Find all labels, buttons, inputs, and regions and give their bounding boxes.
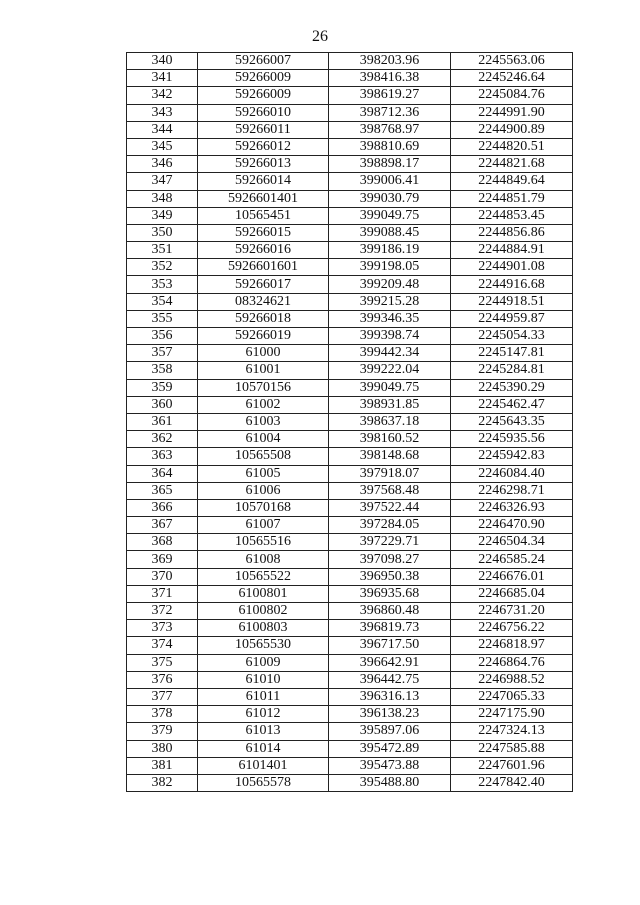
row-number-cell: 369 [127, 551, 198, 568]
point-id-cell: 59266018 [198, 310, 329, 327]
point-id-cell: 61011 [198, 688, 329, 705]
table-row [127, 276, 573, 293]
x-coordinate-cell: 396642.91 [329, 654, 451, 671]
y-coordinate-cell: 2244851.79 [451, 190, 573, 207]
row-number-cell: 347 [127, 173, 198, 190]
table-row [127, 517, 573, 534]
y-coordinate-cell: 2245246.64 [451, 70, 573, 87]
x-coordinate-cell: 399049.75 [329, 207, 451, 224]
x-coordinate-cell: 398203.96 [329, 53, 451, 70]
x-coordinate-cell: 398712.36 [329, 104, 451, 121]
point-id-cell: 59266019 [198, 328, 329, 345]
row-number-cell: 370 [127, 568, 198, 585]
y-coordinate-cell: 2247585.88 [451, 740, 573, 757]
point-id-cell: 6100803 [198, 620, 329, 637]
y-coordinate-cell: 2244900.89 [451, 121, 573, 138]
table-row [127, 654, 573, 671]
x-coordinate-cell: 399215.28 [329, 293, 451, 310]
table-row [127, 757, 573, 774]
y-coordinate-cell: 2245935.56 [451, 431, 573, 448]
x-coordinate-cell: 398148.68 [329, 448, 451, 465]
y-coordinate-cell: 2247842.40 [451, 774, 573, 791]
row-number-cell: 350 [127, 224, 198, 241]
row-number-cell: 342 [127, 87, 198, 104]
point-id-cell: 61013 [198, 723, 329, 740]
x-coordinate-cell: 397284.05 [329, 517, 451, 534]
x-coordinate-cell: 399049.75 [329, 379, 451, 396]
table-row [127, 534, 573, 551]
row-number-cell: 376 [127, 671, 198, 688]
y-coordinate-cell: 2246470.90 [451, 517, 573, 534]
point-id-cell: 59266007 [198, 53, 329, 70]
y-coordinate-cell: 2244918.51 [451, 293, 573, 310]
point-id-cell: 61003 [198, 413, 329, 430]
y-coordinate-cell: 2246818.97 [451, 637, 573, 654]
x-coordinate-cell: 399186.19 [329, 242, 451, 259]
x-coordinate-cell: 396442.75 [329, 671, 451, 688]
row-number-cell: 367 [127, 517, 198, 534]
point-id-cell: 61009 [198, 654, 329, 671]
point-id-cell: 59266009 [198, 87, 329, 104]
point-id-cell: 10570156 [198, 379, 329, 396]
x-coordinate-cell: 396950.38 [329, 568, 451, 585]
y-coordinate-cell: 2244849.64 [451, 173, 573, 190]
point-id-cell: 61001 [198, 362, 329, 379]
y-coordinate-cell: 2245054.33 [451, 328, 573, 345]
y-coordinate-cell: 2244884.91 [451, 242, 573, 259]
row-number-cell: 351 [127, 242, 198, 259]
point-id-cell: 59266010 [198, 104, 329, 121]
table-row [127, 551, 573, 568]
x-coordinate-cell: 398416.38 [329, 70, 451, 87]
y-coordinate-cell: 2246756.22 [451, 620, 573, 637]
point-id-cell: 59266014 [198, 173, 329, 190]
table-row [127, 396, 573, 413]
point-id-cell: 10570168 [198, 499, 329, 516]
point-id-cell: 59266017 [198, 276, 329, 293]
y-coordinate-cell: 2244853.45 [451, 207, 573, 224]
y-coordinate-cell: 2244959.87 [451, 310, 573, 327]
table-row [127, 345, 573, 362]
x-coordinate-cell: 395472.89 [329, 740, 451, 757]
table-row [127, 121, 573, 138]
point-id-cell: 61007 [198, 517, 329, 534]
row-number-cell: 371 [127, 585, 198, 602]
table-row [127, 671, 573, 688]
row-number-cell: 363 [127, 448, 198, 465]
x-coordinate-cell: 396819.73 [329, 620, 451, 637]
point-id-cell: 10565508 [198, 448, 329, 465]
table-row [127, 413, 573, 430]
row-number-cell: 380 [127, 740, 198, 757]
point-id-cell: 61004 [198, 431, 329, 448]
point-id-cell: 6101401 [198, 757, 329, 774]
table-row [127, 293, 573, 310]
row-number-cell: 368 [127, 534, 198, 551]
row-number-cell: 364 [127, 465, 198, 482]
table-row [127, 637, 573, 654]
x-coordinate-cell: 399398.74 [329, 328, 451, 345]
table-row [127, 723, 573, 740]
x-coordinate-cell: 399222.04 [329, 362, 451, 379]
y-coordinate-cell: 2244901.08 [451, 259, 573, 276]
y-coordinate-cell: 2244821.68 [451, 156, 573, 173]
y-coordinate-cell: 2244856.86 [451, 224, 573, 241]
table-row [127, 740, 573, 757]
x-coordinate-cell: 399442.34 [329, 345, 451, 362]
x-coordinate-cell: 398898.17 [329, 156, 451, 173]
point-id-cell: 59266013 [198, 156, 329, 173]
row-number-cell: 340 [127, 53, 198, 70]
y-coordinate-cell: 2245643.35 [451, 413, 573, 430]
table-row [127, 70, 573, 87]
table-row [127, 190, 573, 207]
y-coordinate-cell: 2247324.13 [451, 723, 573, 740]
table-row [127, 585, 573, 602]
x-coordinate-cell: 397918.07 [329, 465, 451, 482]
x-coordinate-cell: 397568.48 [329, 482, 451, 499]
x-coordinate-cell: 399030.79 [329, 190, 451, 207]
y-coordinate-cell: 2247175.90 [451, 706, 573, 723]
row-number-cell: 361 [127, 413, 198, 430]
row-number-cell: 382 [127, 774, 198, 791]
x-coordinate-cell: 398810.69 [329, 138, 451, 155]
y-coordinate-cell: 2246084.40 [451, 465, 573, 482]
point-id-cell: 61012 [198, 706, 329, 723]
table-row [127, 603, 573, 620]
y-coordinate-cell: 2245147.81 [451, 345, 573, 362]
x-coordinate-cell: 398160.52 [329, 431, 451, 448]
point-id-cell: 61008 [198, 551, 329, 568]
y-coordinate-cell: 2245084.76 [451, 87, 573, 104]
row-number-cell: 348 [127, 190, 198, 207]
x-coordinate-cell: 397522.44 [329, 499, 451, 516]
x-coordinate-cell: 398931.85 [329, 396, 451, 413]
y-coordinate-cell: 2246685.04 [451, 585, 573, 602]
table-row [127, 310, 573, 327]
x-coordinate-cell: 396138.23 [329, 706, 451, 723]
x-coordinate-cell: 399346.35 [329, 310, 451, 327]
row-number-cell: 359 [127, 379, 198, 396]
row-number-cell: 346 [127, 156, 198, 173]
row-number-cell: 353 [127, 276, 198, 293]
x-coordinate-cell: 398768.97 [329, 121, 451, 138]
point-id-cell: 10565516 [198, 534, 329, 551]
table-row [127, 431, 573, 448]
point-id-cell: 61005 [198, 465, 329, 482]
table-row [127, 259, 573, 276]
coordinates-table [126, 52, 573, 792]
row-number-cell: 365 [127, 482, 198, 499]
table-row [127, 224, 573, 241]
row-number-cell: 374 [127, 637, 198, 654]
row-number-cell: 362 [127, 431, 198, 448]
table-row [127, 156, 573, 173]
y-coordinate-cell: 2244916.68 [451, 276, 573, 293]
row-number-cell: 352 [127, 259, 198, 276]
point-id-cell: 61000 [198, 345, 329, 362]
row-number-cell: 375 [127, 654, 198, 671]
point-id-cell: 10565578 [198, 774, 329, 791]
y-coordinate-cell: 2245942.83 [451, 448, 573, 465]
x-coordinate-cell: 396935.68 [329, 585, 451, 602]
table-row [127, 53, 573, 70]
point-id-cell: 10565522 [198, 568, 329, 585]
x-coordinate-cell: 399006.41 [329, 173, 451, 190]
x-coordinate-cell: 398619.27 [329, 87, 451, 104]
point-id-cell: 5926601601 [198, 259, 329, 276]
table-row [127, 448, 573, 465]
point-id-cell: 10565451 [198, 207, 329, 224]
y-coordinate-cell: 2246504.34 [451, 534, 573, 551]
table-row [127, 499, 573, 516]
x-coordinate-cell: 395488.80 [329, 774, 451, 791]
row-number-cell: 345 [127, 138, 198, 155]
point-id-cell: 59266016 [198, 242, 329, 259]
table-row [127, 138, 573, 155]
table-row [127, 242, 573, 259]
x-coordinate-cell: 395897.06 [329, 723, 451, 740]
x-coordinate-cell: 399198.05 [329, 259, 451, 276]
table-row [127, 87, 573, 104]
row-number-cell: 344 [127, 121, 198, 138]
x-coordinate-cell: 397098.27 [329, 551, 451, 568]
row-number-cell: 379 [127, 723, 198, 740]
y-coordinate-cell: 2245390.29 [451, 379, 573, 396]
row-number-cell: 349 [127, 207, 198, 224]
x-coordinate-cell: 396316.13 [329, 688, 451, 705]
x-coordinate-cell: 399209.48 [329, 276, 451, 293]
row-number-cell: 357 [127, 345, 198, 362]
point-id-cell: 59266015 [198, 224, 329, 241]
point-id-cell: 59266009 [198, 70, 329, 87]
row-number-cell: 381 [127, 757, 198, 774]
row-number-cell: 356 [127, 328, 198, 345]
row-number-cell: 358 [127, 362, 198, 379]
coordinates-table-body [127, 53, 573, 792]
row-number-cell: 377 [127, 688, 198, 705]
y-coordinate-cell: 2246676.01 [451, 568, 573, 585]
row-number-cell: 366 [127, 499, 198, 516]
x-coordinate-cell: 397229.71 [329, 534, 451, 551]
table-row [127, 688, 573, 705]
y-coordinate-cell: 2246864.76 [451, 654, 573, 671]
y-coordinate-cell: 2246298.71 [451, 482, 573, 499]
point-id-cell: 6100802 [198, 603, 329, 620]
x-coordinate-cell: 396860.48 [329, 603, 451, 620]
y-coordinate-cell: 2246988.52 [451, 671, 573, 688]
y-coordinate-cell: 2245462.47 [451, 396, 573, 413]
row-number-cell: 378 [127, 706, 198, 723]
table-row [127, 482, 573, 499]
row-number-cell: 343 [127, 104, 198, 121]
row-number-cell: 355 [127, 310, 198, 327]
table-row [127, 465, 573, 482]
y-coordinate-cell: 2247065.33 [451, 688, 573, 705]
y-coordinate-cell: 2244991.90 [451, 104, 573, 121]
table-row [127, 328, 573, 345]
row-number-cell: 341 [127, 70, 198, 87]
point-id-cell: 10565530 [198, 637, 329, 654]
row-number-cell: 373 [127, 620, 198, 637]
y-coordinate-cell: 2245284.81 [451, 362, 573, 379]
x-coordinate-cell: 395473.88 [329, 757, 451, 774]
point-id-cell: 61006 [198, 482, 329, 499]
table-row [127, 173, 573, 190]
point-id-cell: 59266012 [198, 138, 329, 155]
table-row [127, 207, 573, 224]
point-id-cell: 59266011 [198, 121, 329, 138]
y-coordinate-cell: 2247601.96 [451, 757, 573, 774]
table-row [127, 774, 573, 791]
point-id-cell: 61010 [198, 671, 329, 688]
table-row [127, 362, 573, 379]
x-coordinate-cell: 396717.50 [329, 637, 451, 654]
point-id-cell: 61002 [198, 396, 329, 413]
x-coordinate-cell: 398637.18 [329, 413, 451, 430]
row-number-cell: 354 [127, 293, 198, 310]
y-coordinate-cell: 2246731.20 [451, 603, 573, 620]
table-row [127, 379, 573, 396]
page-number: 26 [312, 28, 328, 45]
y-coordinate-cell: 2245563.06 [451, 53, 573, 70]
table-row [127, 568, 573, 585]
table-row [127, 620, 573, 637]
table-row [127, 706, 573, 723]
y-coordinate-cell: 2246326.93 [451, 499, 573, 516]
point-id-cell: 5926601401 [198, 190, 329, 207]
row-number-cell: 372 [127, 603, 198, 620]
point-id-cell: 61014 [198, 740, 329, 757]
y-coordinate-cell: 2246585.24 [451, 551, 573, 568]
point-id-cell: 6100801 [198, 585, 329, 602]
point-id-cell: 08324621 [198, 293, 329, 310]
row-number-cell: 360 [127, 396, 198, 413]
x-coordinate-cell: 399088.45 [329, 224, 451, 241]
table-row [127, 104, 573, 121]
y-coordinate-cell: 2244820.51 [451, 138, 573, 155]
